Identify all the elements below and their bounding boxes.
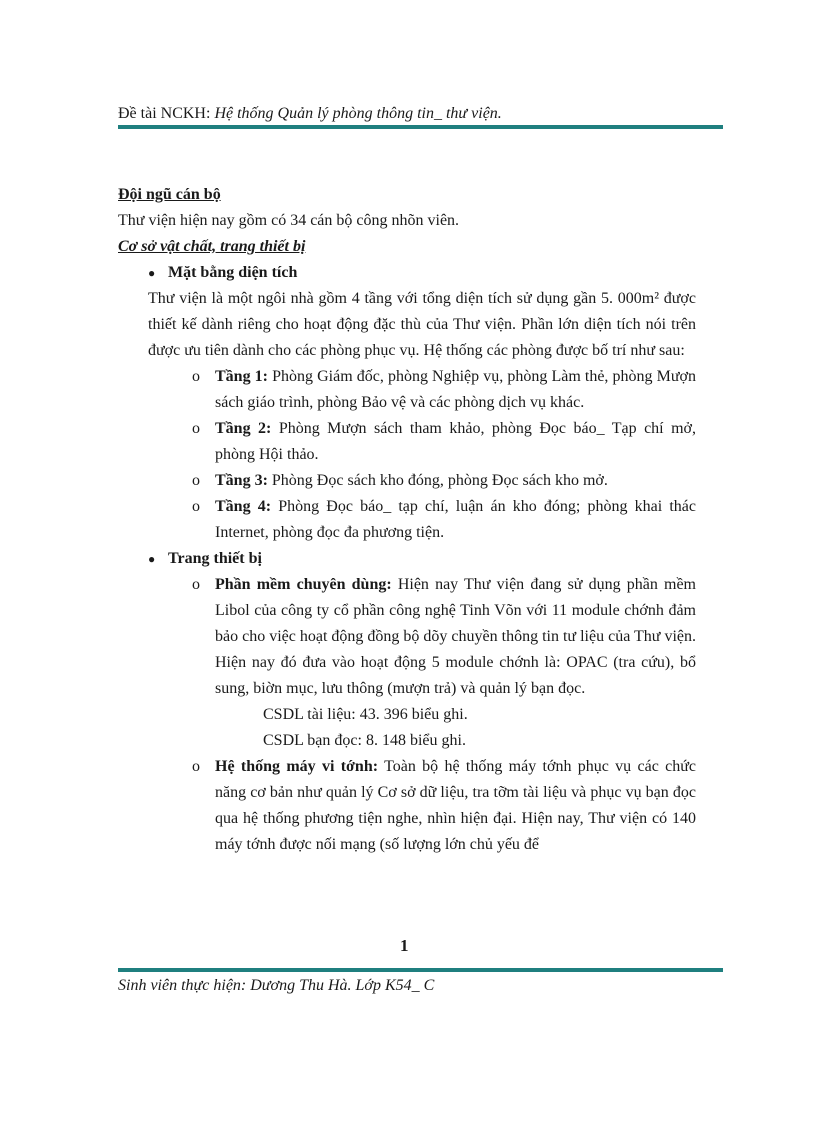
floor-label: Tầng 2: [215,420,272,437]
page-footer: Sinh viên thực hiện: Dương Thu Hà. Lớp K54_ C [118,977,435,994]
sub-bullet-icon: o [192,368,200,385]
software-text: Hiện nay Thư viện đang sử dụng phần mềm Libol của công ty cổ phần công nghệ Tinh Võn với 11 module chớnh đảm bảo cho việc hoạt động đồng bộ dõy chuyền thông tin tư liệu của Thư viện. Hiện nay đó đưa vào hoạt động 5 module chớnh là: OPAC (tra cứu), bổ sung, biờn mục, lưu thông (mượn trả) và quản lý bạn đọc. [215,576,696,697]
floor-label: Tầng 4: [215,498,272,515]
header-rule [118,125,723,129]
area-text: Thư viện là một ngôi nhà gồm 4 tầng với tổng diện tích sử dụng gần 5. 000m² được thiết kế dành riêng cho hoạt động đặc thù của Thư viện. Phần lớn diện tích nói trên được ưu tiên dành cho các phòng phục vụ. Hệ thống các phòng được bố trí như sau: [148,290,696,359]
floor-label: Tầng 1: [215,368,268,385]
floor-text: Phòng Mượn sách tham khảo, phòng Đọc báo_ Tạp chí mở, phòng Hội thảo. [215,420,696,463]
floor-item-2 [118,416,696,468]
header-title: Hệ thống Quản lý phòng thông tin_ thư viện. [214,105,502,122]
sub-bullet-icon: o [192,498,200,515]
header-prefix: Đề tài NCKH: [118,105,215,122]
equipment-heading: Trang thiết bị [168,550,262,567]
equipment-bullet [118,546,696,572]
floor-label: Tầng 3: [215,472,268,489]
csdl-docs: CSDL tài liệu: 43. 396 biểu ghi. [263,706,468,723]
software-item [118,572,696,702]
bullet-icon: ● [148,552,156,566]
floor-item-1 [118,364,696,416]
sub-bullet-icon: o [192,420,200,437]
staff-heading: Đội ngũ cán bộ [118,186,221,203]
footer-rule [118,968,723,972]
computers-label: Hệ thống máy vi tớnh: [215,758,379,775]
sub-bullet-icon: o [192,576,200,593]
floor-item-3 [118,468,696,494]
area-heading: Mặt bằng diện tích [168,264,298,281]
facilities-heading: Cơ sở vật chất, trang thiết bị [118,238,306,255]
sub-bullet-icon: o [192,472,200,489]
page-number: 1 [400,936,409,955]
sub-bullet-icon: o [192,758,200,775]
computers-item [118,754,696,858]
floor-item-4 [118,494,696,546]
csdl-readers: CSDL bạn đọc: 8. 148 biểu ghi. [263,732,466,749]
software-label: Phần mềm chuyên dùng: [215,576,392,593]
floor-text: Phòng Đọc sách kho đóng, phòng Đọc sách kho mở. [267,472,608,489]
bullet-icon: ● [148,266,156,280]
floor-text: Phòng Giám đốc, phòng Nghiệp vụ, phòng Làm thẻ, phòng Mượn sách giáo trình, phòng Bảo vệ và các phòng dịch vụ khác. [215,368,696,411]
page-header [118,103,502,125]
staff-text: Thư viện hiện nay gồm có 34 cán bộ công nhõn viên. [118,212,460,229]
area-bullet [118,260,696,286]
computers-text: Toàn bộ hệ thống máy tớnh phục vụ các chức năng cơ bản như quản lý Cơ sở dữ liệu, tra tỡm tài liệu và phục vụ bạn đọc qua hệ thống phương tiện nghe, nhìn hiện đại. Hiện nay, Thư viện có 140 máy tớnh được nối mạng (số lượng lớn chủ yếu để [215,758,696,853]
floor-text: Phòng Đọc báo_ tạp chí, luận án kho đóng; phòng khai thác Internet, phòng đọc đa phương tiện. [215,498,696,541]
document-body [118,182,696,858]
